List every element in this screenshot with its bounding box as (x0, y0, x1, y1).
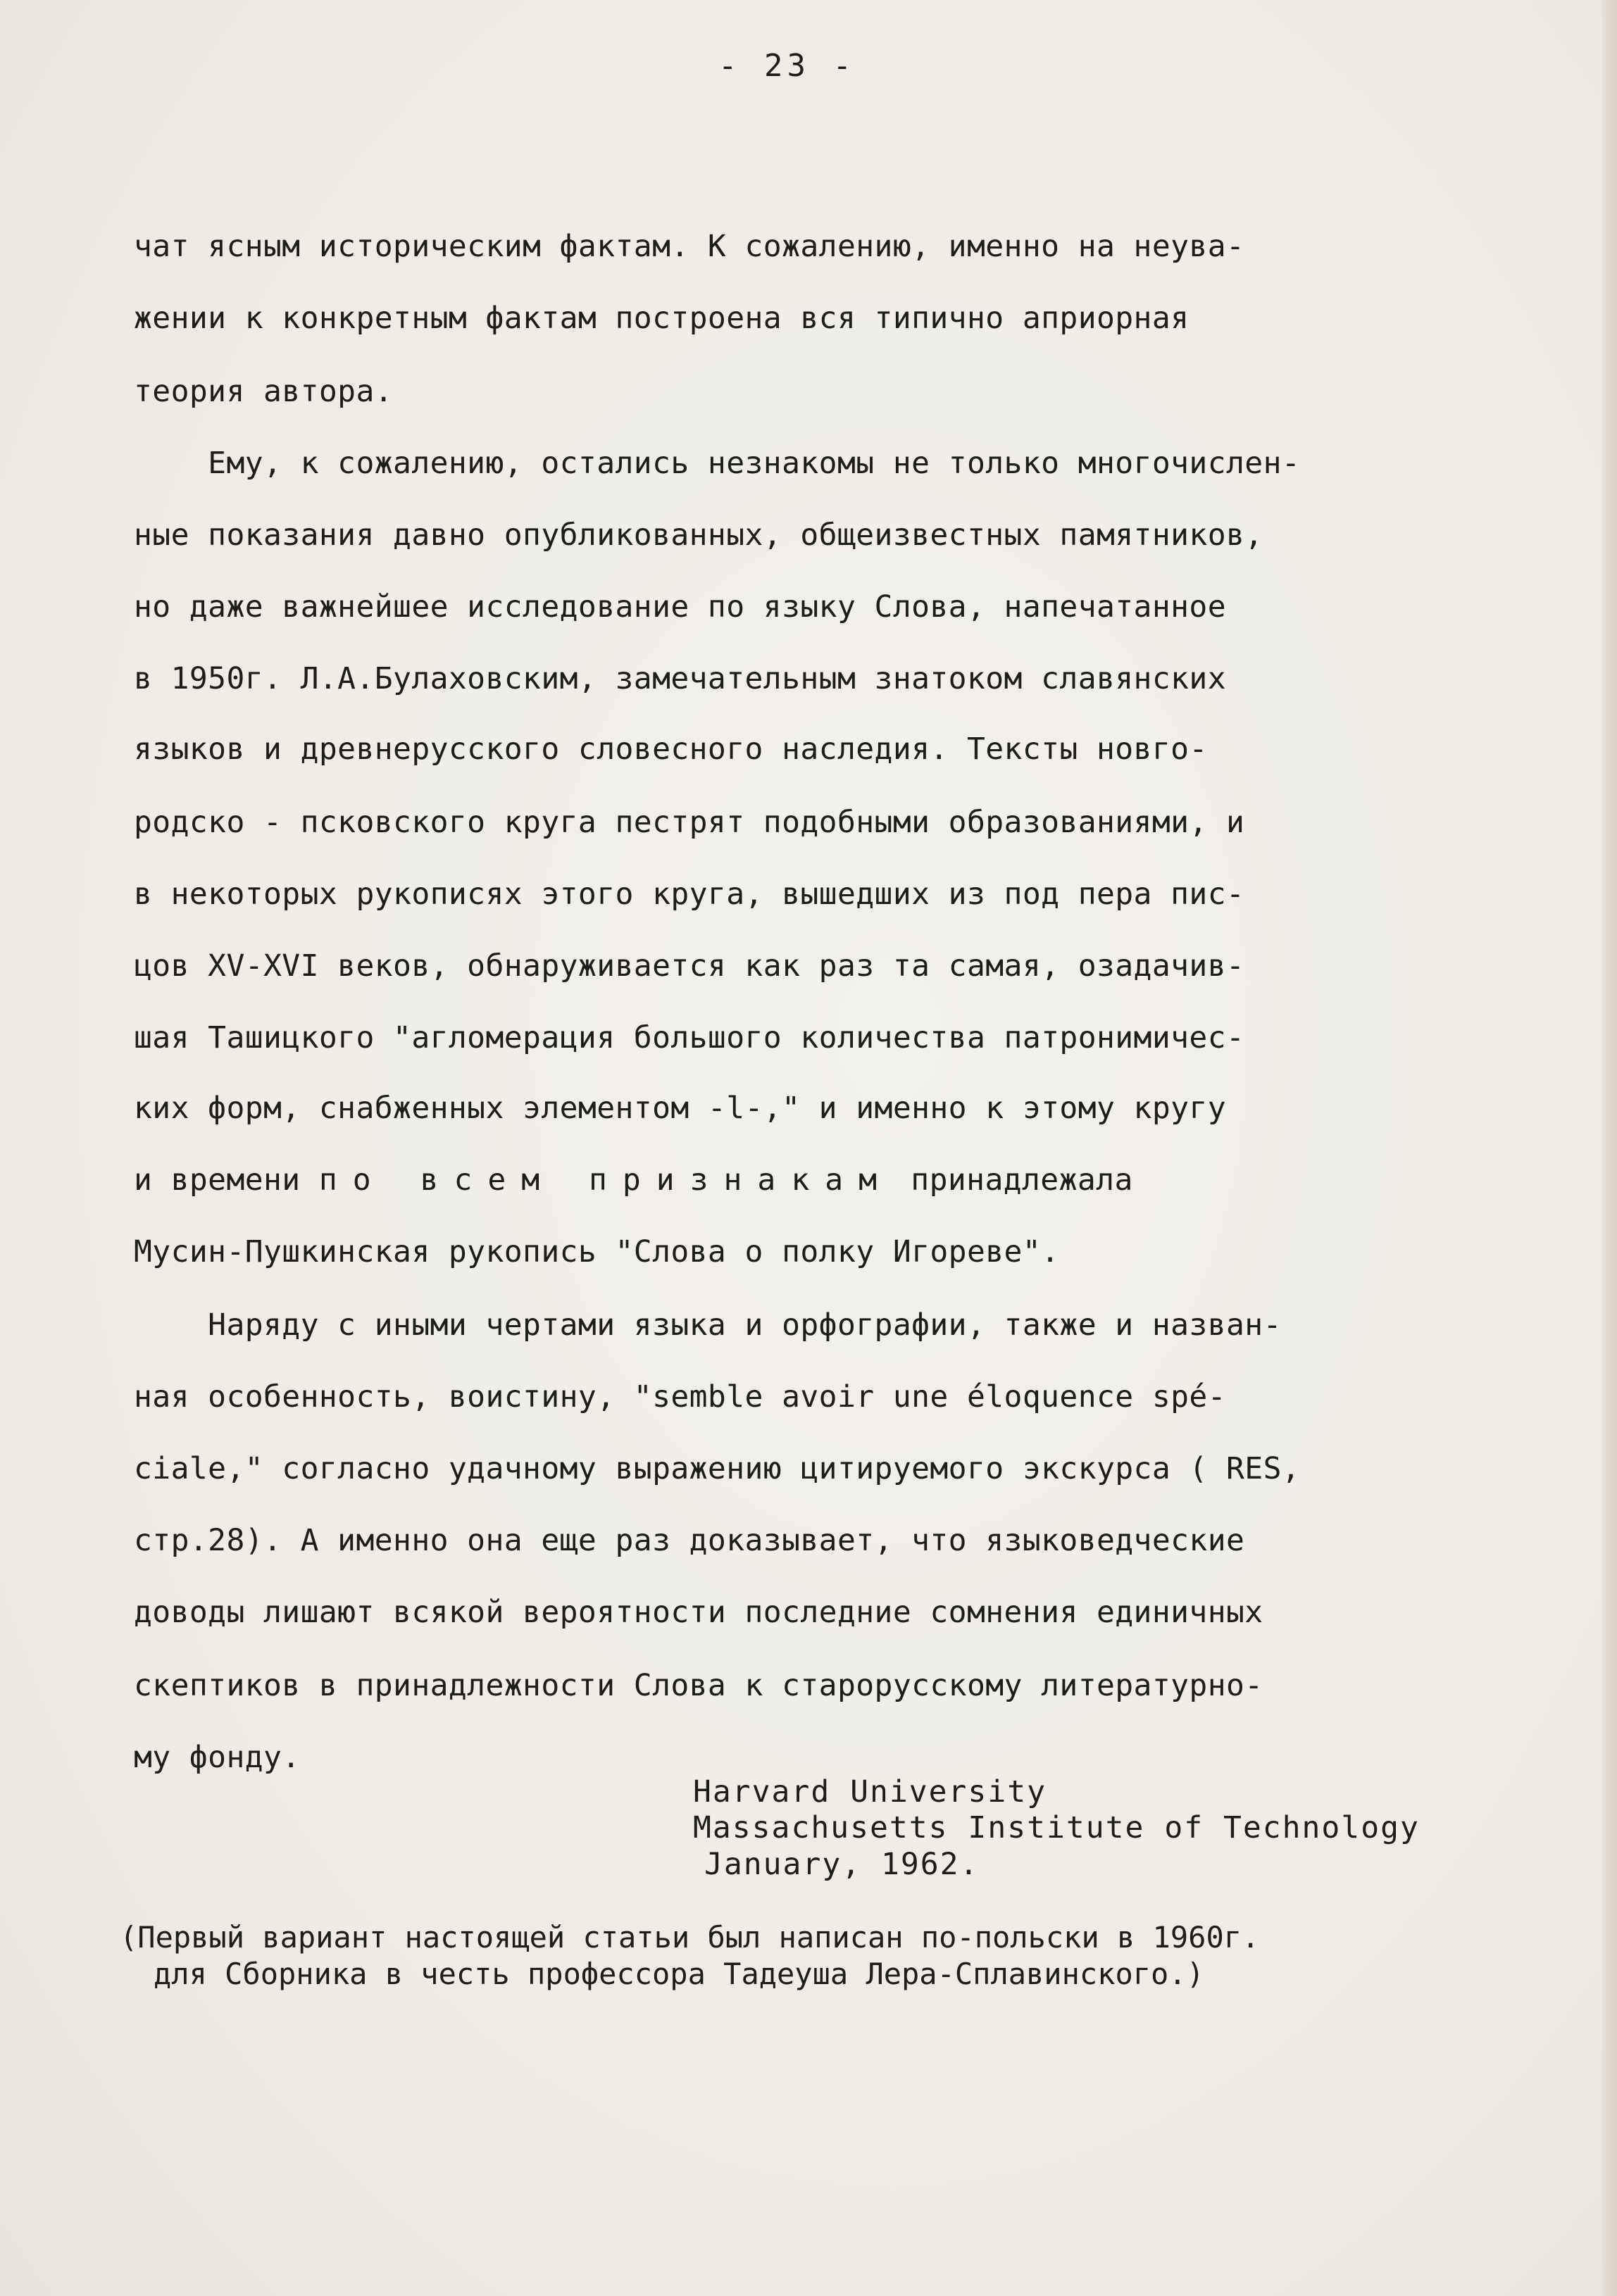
text-line: шая Ташицкого "агломерация большого количества патронимичес- (134, 1020, 1245, 1055)
text-line: чат ясным историческим фактам. К сожалению, именно на неува- (134, 229, 1245, 264)
text-line: в 1950г. Л.А.Булаховским, замечательным знатоком славянских (134, 661, 1227, 696)
text-line: ная особенность, воистину, "semble avoir une éloquence spé- (134, 1379, 1227, 1414)
text-line: Наряду с иными чертами языка и орфографии, также и назван- (134, 1307, 1282, 1343)
signature-affiliation-2: Massachusetts Institute of Technology (693, 1810, 1420, 1845)
text-fragment: принадлежала (892, 1162, 1133, 1198)
page-edge-shadow (1602, 0, 1617, 2296)
text-line: ciale," согласно удачному выражению цитируемого экскурса ( RES, (134, 1451, 1301, 1486)
signature-date: January, 1962. (704, 1847, 980, 1882)
spaced-emphasis-text: по всем признакам (318, 1162, 892, 1198)
text-line: Мусин-Пушкинская рукопись "Слова о полку Игореве". (134, 1234, 1060, 1269)
text-line: жении к конкретным фактам построена вся типично априорная (134, 301, 1190, 336)
page-number: - 23 - (718, 48, 856, 84)
text-line: но даже важнейшее исследование по языку Слова, напечатанное (134, 589, 1227, 625)
text-line: цов XV-XVI веков, обнаруживается как раз та самая, озадачив- (134, 948, 1245, 984)
text-line: теория автора. (134, 374, 394, 409)
text-line: языков и древнерусского словесного наследия. Тексты новго- (134, 732, 1208, 767)
text-line-composite (134, 1160, 1133, 1200)
text-line: ные показания давно опубликованных, общеизвестных памятников, (134, 517, 1263, 553)
text-line: доводы лишают всякой вероятности последние сомнения единичных (134, 1595, 1263, 1630)
text-line: в некоторых рукописях этого круга, вышедших из под пера пис- (134, 877, 1245, 912)
text-line: скептиков в принадлежности Слова к старорусскому литературно- (134, 1668, 1263, 1703)
footnote-line: для Сборника в честь профессора Тадеуша Лера-Сплавинского.) (154, 1957, 1204, 1991)
text-line: ких форм, снабженных элементом -l-," и именно к этому кругу (134, 1091, 1227, 1126)
footnote-line: (Первый вариант настоящей статьи был написан по-польски в 1960г. (120, 1920, 1260, 1955)
text-fragment: и времени (134, 1162, 319, 1198)
text-line: родско - псковского круга пестрят подобными образованиями, и (134, 805, 1245, 840)
text-line: Ему, к сожалению, остались незнакомы не только многочислен- (134, 446, 1301, 481)
text-line: стр.28). А именно она еще раз доказывает, что языковедческие (134, 1523, 1245, 1558)
text-line: му фонду. (134, 1740, 301, 1775)
signature-affiliation-1: Harvard University (693, 1774, 1047, 1809)
